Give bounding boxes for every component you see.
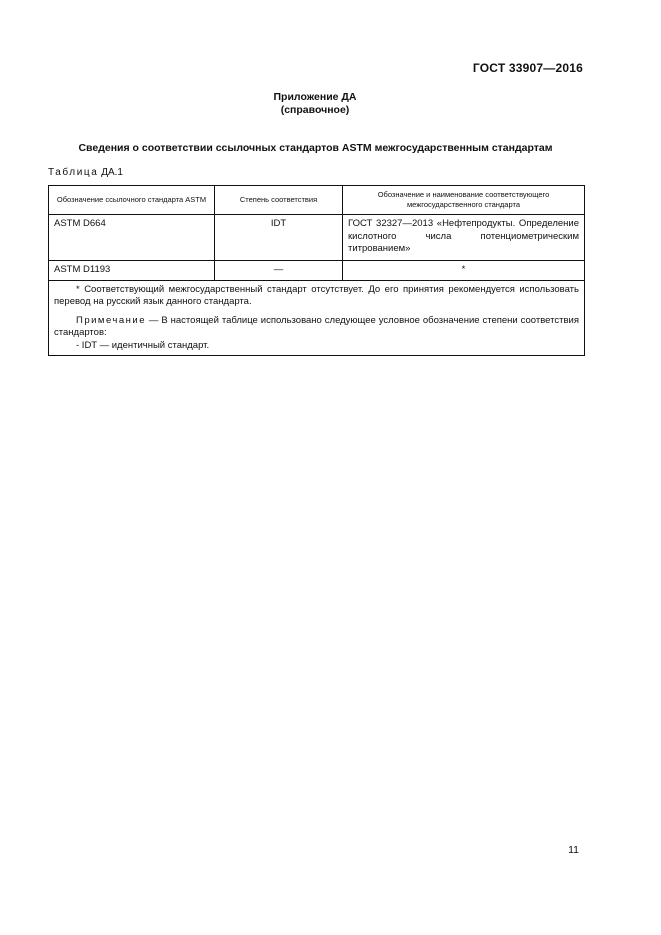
cell-degree: IDT <box>215 215 343 261</box>
note-label: Примечание <box>76 314 146 326</box>
annex-heading <box>0 91 630 117</box>
cell-reference: ASTM D1193 <box>49 261 215 281</box>
column-header-degree: Степень соответствия <box>215 186 343 215</box>
annex-subtitle: (справочное) <box>280 104 350 116</box>
page-number: 11 <box>568 844 579 856</box>
table-label-number: ДА.1 <box>101 167 123 178</box>
note-text: — В настоящей таблице использовано следующее условное обозначение степени соответствия стандартов: <box>54 314 579 338</box>
table-header-row <box>49 186 585 215</box>
standard-code: ГОСТ 33907—2016 <box>472 61 583 75</box>
column-header-reference: Обозначение ссылочного стандарта ASTM <box>49 186 215 215</box>
table-label-prefix: Таблица <box>48 167 99 178</box>
column-header-interstate: Обозначение и наименование соответствующего межгосударственного стандарта <box>343 186 585 215</box>
table-row <box>49 215 585 261</box>
section-title: Сведения о соответствии ссылочных стандартов ASTM межгосударственным стандартам <box>78 142 553 154</box>
table-footnote: * Соответствующий межгосударственный стандарт отсутствует. До его принятия рекомендуется использовать перевод на русский язык данного стандарта. <box>54 283 579 307</box>
table-label <box>48 167 123 178</box>
table-row <box>49 261 585 281</box>
table-notes-row <box>49 280 585 356</box>
cell-degree: — <box>215 261 343 281</box>
cell-reference: ASTM D664 <box>49 215 215 261</box>
cell-interstate: * <box>343 261 585 281</box>
table-note <box>54 315 579 340</box>
table-notes <box>49 280 585 356</box>
cell-interstate: ГОСТ 32327—2013 «Нефтепродукты. Определение кислотного числа потенциометрическим титрованием» <box>343 215 585 261</box>
note-item: - IDT — идентичный стандарт. <box>76 339 210 351</box>
correspondence-table <box>48 185 585 356</box>
annex-title: Приложение ДА <box>273 91 357 103</box>
